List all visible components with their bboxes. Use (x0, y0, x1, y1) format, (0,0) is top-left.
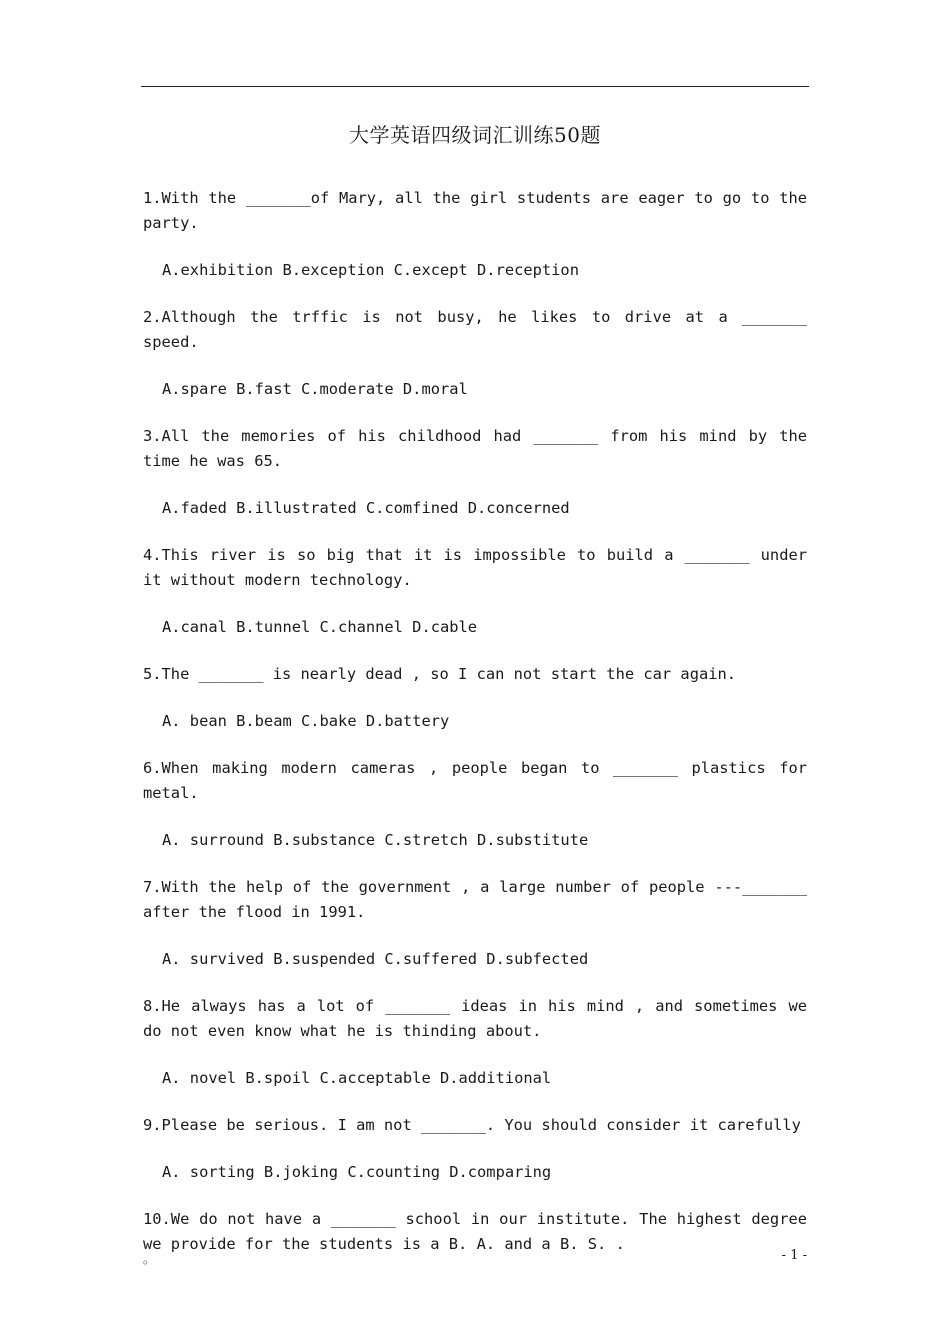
question-4 (143, 543, 807, 640)
question-3 (143, 424, 807, 521)
footer-mark: 。 (143, 1252, 156, 1266)
question-2 (143, 305, 807, 402)
question-list (143, 186, 807, 1257)
answer-options: A. bean B.beam C.bake D.battery (162, 712, 450, 730)
question-stem: 7.With the help of the government , a large number of people ---_______ after the flood in 1991. (143, 878, 807, 921)
answer-options: A. sorting B.joking C.counting D.comparing (162, 1163, 552, 1181)
answer-options: A. novel B.spoil C.acceptable D.additional (162, 1069, 552, 1087)
header-rule (141, 86, 809, 87)
question-1 (143, 186, 807, 283)
question-stem: 6.When making modern cameras , people began to _______ plastics for metal. (143, 759, 807, 802)
answer-options: A.spare B.fast C.moderate D.moral (162, 380, 468, 398)
answer-options: A.canal B.tunnel C.channel D.cable (162, 618, 478, 636)
question-10 (143, 1207, 807, 1257)
answer-options: A.faded B.illustrated C.comfined D.concerned (162, 499, 570, 517)
question-stem: 1.With the _______of Mary, all the girl students are eager to go to the party. (143, 189, 807, 232)
question-5 (143, 662, 807, 734)
question-9 (143, 1113, 807, 1185)
page-number: - 1 - (781, 1248, 807, 1263)
question-stem: 5.The _______ is nearly dead , so I can not start the car again. (143, 665, 737, 683)
document-title: 大学英语四级词汇训练50题 (349, 123, 601, 147)
question-7 (143, 875, 807, 972)
question-6 (143, 756, 807, 853)
question-stem: 9.Please be serious. I am not _______. You should consider it carefully (143, 1116, 801, 1134)
answer-options: A. surround B.substance C.stretch D.substitute (162, 831, 589, 849)
question-stem: 4.This river is so big that it is impossible to build a _______ under it without modern technology. (143, 546, 807, 589)
question-stem: 10.We do not have a _______ school in our institute. The highest degree we provide for the students is a B. A. and a B. S. . (143, 1210, 807, 1253)
question-stem: 3.All the memories of his childhood had _______ from his mind by the time he was 65. (143, 427, 807, 470)
question-stem: 2.Although the trffic is not busy, he likes to drive at a _______ speed. (143, 308, 807, 351)
answer-options: A.exhibition B.exception C.except D.reception (162, 261, 579, 279)
question-stem: 8.He always has a lot of _______ ideas in his mind , and sometimes we do not even know what he is thinding about. (143, 997, 807, 1040)
question-8 (143, 994, 807, 1091)
answer-options: A. survived B.suspended C.suffered D.subfected (162, 950, 589, 968)
